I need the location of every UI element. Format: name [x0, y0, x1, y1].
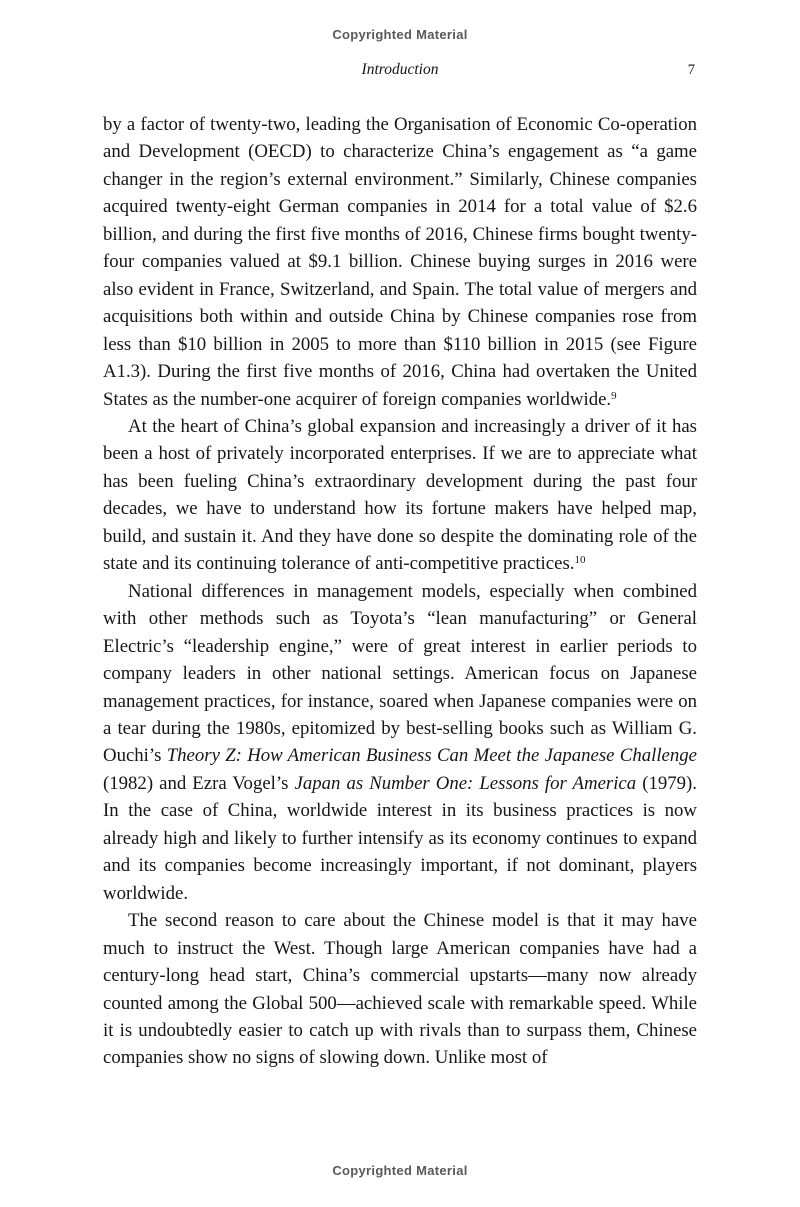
paragraph: [103, 111, 697, 413]
paragraph: [103, 578, 697, 907]
text-run: (1982) and Ezra Vogel’s: [103, 772, 295, 794]
paragraph: [103, 907, 697, 1072]
body-text: [103, 111, 697, 1072]
text-run: (1979). In the case of China, worldwide interest in its business practices is now already high and likely to further intensify as its economy continues to expand and its companies become increasingly important, if not dominant, players worldwide.: [103, 772, 697, 904]
paragraph: [103, 413, 697, 578]
copyright-notice-bottom: Copyrighted Material: [332, 1163, 468, 1178]
running-header: [103, 61, 697, 79]
footnote-reference: 10: [574, 554, 586, 567]
text-run: National differences in management models, especially when combined with other methods such as Toyota’s “lean manufacturing” or General Electric’s “leadership engine,” were of great interest in earlier periods to company leaders in other national settings. American focus on Japanese management practices, for instance, soared when Japanese companies were on a tear during the 1980s, epitomized by best-selling books such as William G. Ouchi’s: [103, 580, 697, 767]
page-number: 7: [687, 62, 695, 78]
text-run: The second reason to care about the Chinese model is that it may have much to instruct the West. Though large American companies have had a century-long head start, China’s commercial upstarts—many now already counted among the Global 500—achieved scale with remarkable speed. While it is undoubtedly easier to catch up with rivals than to surpass them, Chinese companies show no signs of slowing down. Unlike most of: [103, 910, 697, 1069]
text-run: At the heart of China’s global expansion and increasingly a driver of it has been a host of privately incorporated enterprises. If we are to appreciate what has been fueling China’s extraordinary development during the past four decades, we have to understand how its fortune makers have helped map, build, and sustain it. And they have done so despite the dominating role of the state and its continuing tolerance of anti-competitive practices.: [103, 415, 697, 575]
italic-text: Theory Z: How American Business Can Meet the Japanese Challenge: [166, 745, 697, 767]
text-run: by a factor of twenty-two, leading the Organisation of Economic Co-operation and Development (OECD) to characterize China’s engagement as “a game changer in the region’s external environment.” Similarly, Chinese companies acquired twenty-eight German companies in 2014 for a total value of $2.6 billion, and during the first five months of 2016, Chinese firms bought twenty-four companies valued at $9.1 billion. Chinese buying surges in 2016 were also evident in France, Switzerland, and Spain. The total value of mergers and acquisitions both within and outside China by Chinese companies rose from less than $10 billion in 2005 to more than $110 billion in 2015 (see Figure A1.3). During the first five months of 2016, China had overtaken the United States as the number-one acquirer of foreign companies worldwide.: [103, 114, 697, 410]
copyright-notice-top: Copyrighted Material: [332, 27, 468, 42]
running-head-title: Introduction: [361, 61, 439, 78]
footnote-reference: 9: [611, 389, 617, 402]
italic-text: Japan as Number One: Lessons for America: [294, 772, 637, 794]
